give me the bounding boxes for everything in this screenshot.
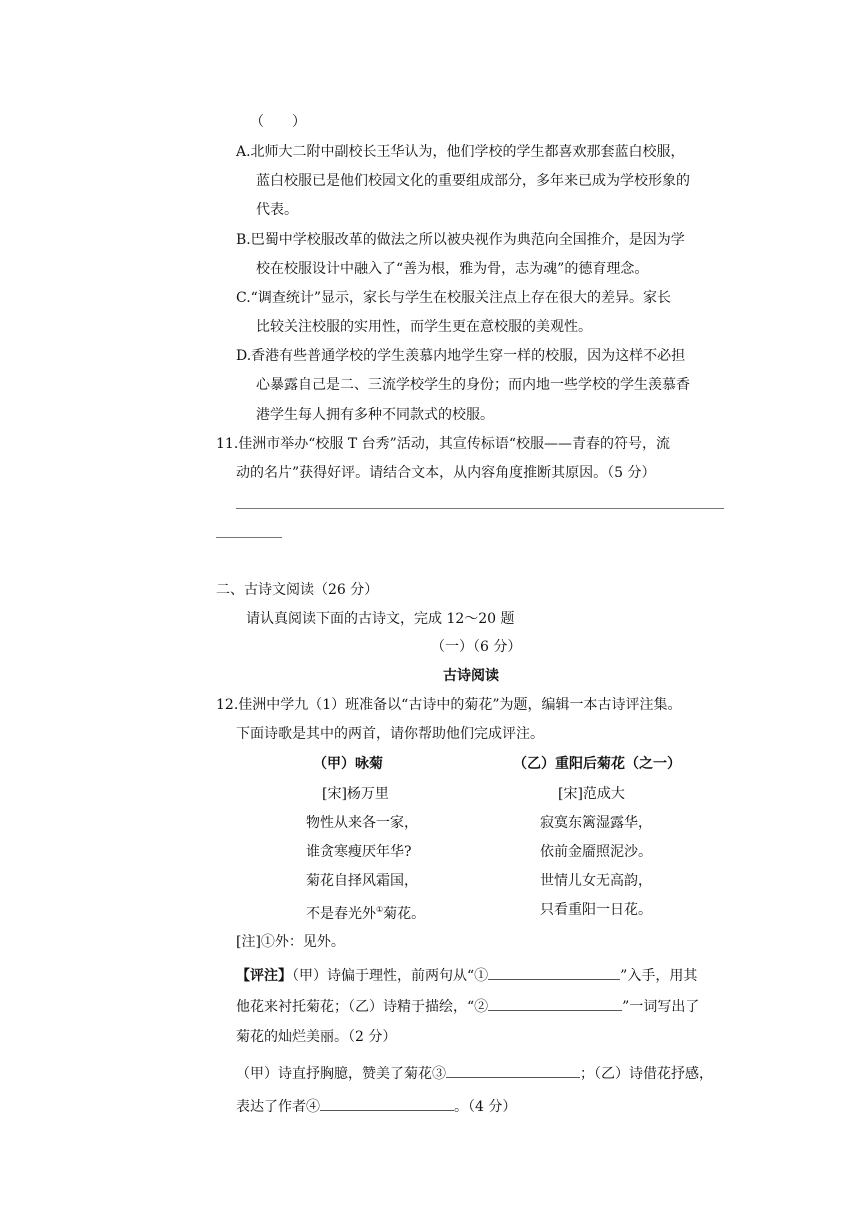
comment-text-4a: （甲）诗直抒胸臆，赞美了菊花③	[236, 1066, 446, 1082]
comment-text-4b: ；（乙）诗借花抒感，	[580, 1066, 713, 1082]
option-b-line-1: B.巴蜀中学校服改革的做法之所以被央视作为典范向全国推介，是因为学	[236, 232, 685, 248]
option-a-line-2: 蓝白校服已是他们校园文化的重要组成部分，多年来已成为学校形象的	[256, 173, 690, 189]
part-label: （一）（6 分）	[431, 639, 522, 655]
poem-a-author: [宋]杨万里	[322, 786, 389, 802]
footnote-marker: ①	[376, 905, 384, 914]
poem-b-title: （乙）重阳后菊花（之一）	[513, 756, 681, 772]
comment-line-4	[236, 1063, 713, 1084]
option-b-line-2: 校在校服设计中融入了“善为根，雅为骨，志为魂”的德育理念。	[256, 261, 649, 277]
option-d-line-1: D.香港有些普通学校的学生羡慕内地学生穿一样的校服，因为这样不必担	[236, 348, 686, 364]
question-11-line-1: 11.佳洲市举办“校服 T 台秀”活动，其宣传标语“校服——青春的符号，流	[216, 436, 670, 452]
option-c-line-2: 比较关注校服的实用性，而学生更在意校服的美观性。	[256, 319, 592, 335]
poem-b-line-2: 依前金靥照泥沙。	[540, 844, 652, 860]
poem-b-line-3: 世情儿女无高韵，	[540, 873, 652, 889]
poem-b-line-4: 只看重阳一日花。	[540, 902, 652, 918]
comment-line-1	[236, 965, 697, 986]
section-instruction: 请认真阅读下面的古诗文，完成 12～20 题	[246, 611, 515, 627]
comment-text-1b: ”入手，用其	[620, 968, 698, 984]
answer-line-short	[216, 537, 282, 538]
blank-4[interactable]	[320, 1096, 454, 1111]
blank-1[interactable]	[488, 965, 620, 980]
comment-line-3: 菊花的灿烂美丽。（2 分）	[236, 1029, 397, 1045]
comment-line-5	[236, 1096, 516, 1117]
option-a-line-3: 代表。	[256, 202, 298, 218]
question-12-line-1: 12.佳洲中学九（1）班准备以“古诗中的菊花”为题，编辑一本古诗评注集。	[216, 697, 682, 713]
poem-a-line-4-end: 菊花。	[383, 906, 426, 922]
poem-a-line-3: 菊花自择风霜国，	[306, 873, 418, 889]
poem-a-line-4-text: 不是春光外	[306, 906, 376, 922]
poem-a-line-4	[306, 900, 425, 924]
poem-b-line-1: 寂寞东篱湿露华，	[540, 815, 652, 831]
comment-text-5b: 。（4 分）	[454, 1099, 517, 1115]
comment-label: 【评注】	[236, 968, 292, 984]
answer-parentheses: （ ）	[250, 114, 306, 130]
poem-a-line-2: 谁贪寒瘦厌年华?	[306, 844, 412, 860]
comment-text-5a: 表达了作者④	[236, 1099, 320, 1115]
comment-text-2b: ”一词写出了	[622, 999, 700, 1015]
option-d-line-2: 心暴露自己是二、三流学校学生的身份；而内地一些学校的学生羡慕香	[256, 377, 690, 393]
comment-text-1a: （甲）诗偏于理性，前两句从“①	[292, 968, 489, 984]
blank-2[interactable]	[488, 996, 622, 1011]
poem-a-line-1: 物性从来各一家，	[306, 815, 418, 831]
comment-text-2a: 他花来衬托菊花；（乙）诗精于描绘，“②	[236, 999, 489, 1015]
question-12-line-2: 下面诗歌是其中的两首，请你帮助他们完成评注。	[236, 726, 544, 742]
option-c-line-1: C.“调查统计”显示，家长与学生在校服关注点上存在很大的差异。家长	[236, 290, 671, 306]
poem-a-title: （甲）咏菊	[313, 756, 383, 772]
question-11-line-2: 动的名片”获得好评。请结合文本，从内容角度推断其原因。（5 分）	[236, 465, 656, 481]
section-heading: 二、古诗文阅读（26 分）	[216, 582, 379, 598]
poem-b-author: [宋]范成大	[558, 786, 625, 802]
blank-3[interactable]	[446, 1063, 580, 1078]
footnote: [注]①外：见外。	[236, 934, 345, 950]
poetry-reading-title: 古诗阅读	[443, 668, 499, 684]
option-d-line-3: 港学生每人拥有多种不同款式的校服。	[256, 407, 494, 423]
option-a-line-1: A.北师大二附中副校长王华认为，他们学校的学生都喜欢那套蓝白校服，	[236, 144, 685, 160]
answer-line-long	[236, 508, 724, 509]
comment-line-2	[236, 996, 699, 1017]
